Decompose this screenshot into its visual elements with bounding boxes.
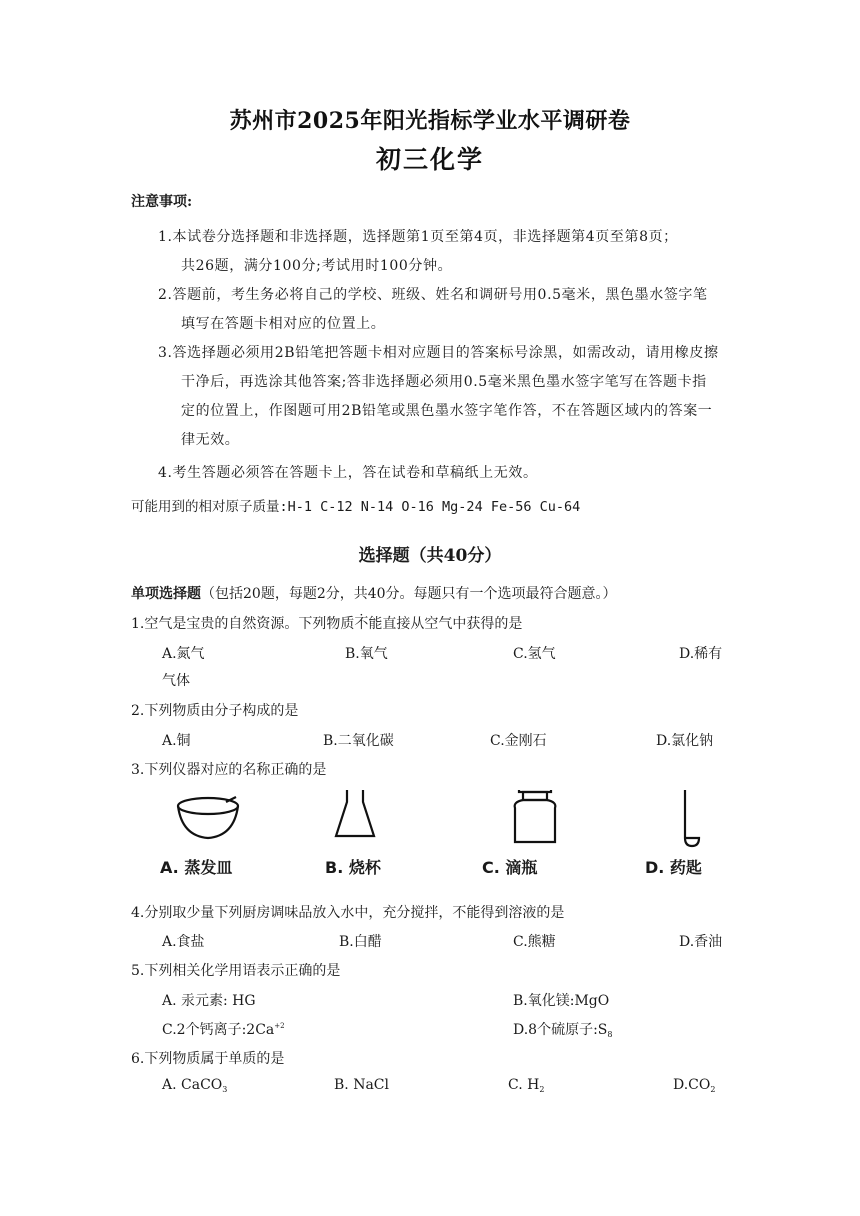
question-5-stem: 5.下列相关化学用语表示正确的是 — [131, 963, 341, 979]
q1-option-d-wrap: 气体 — [162, 673, 190, 689]
q6-option-c[interactable] — [508, 1077, 544, 1094]
q5-option-c[interactable] — [162, 1019, 285, 1039]
q5-option-c-text: C.2个钙离子:2Ca — [162, 1022, 275, 1038]
q4-option-a[interactable]: A.食盐 — [162, 934, 205, 950]
q3-apparatus-figures — [170, 790, 730, 850]
note-2a: 2.答题前，考生务必将自己的学校、班级、姓名和调研号用0.5毫米，黑色墨水签字笔 — [158, 287, 708, 303]
q1-option-a[interactable]: A.氮气 — [162, 646, 205, 662]
q6-option-a[interactable] — [162, 1077, 227, 1094]
q5-option-d-subscript: 8 — [607, 1030, 613, 1039]
note-3c: 定的位置上，作图题可用2B铅笔或黑色墨水签字笔作答，不在答题区域内的答案一 — [181, 403, 713, 419]
question-6-stem: 6.下列物质属于单质的是 — [131, 1051, 285, 1067]
q3-option-d[interactable]: D. 药匙 — [645, 858, 702, 877]
question-3-stem: 3.下列仪器对应的名称正确的是 — [131, 762, 327, 778]
question-4-stem: 4.分别取少量下列厨房调味品放入水中，充分搅拌，不能得到溶液的是 — [131, 905, 565, 921]
q1-option-d[interactable]: D.稀有 — [679, 646, 723, 662]
q3-option-a[interactable]: A. 蒸发皿 — [160, 858, 233, 877]
notes-heading: 注意事项: — [131, 194, 193, 210]
q4-option-d[interactable]: D.香油 — [679, 934, 723, 950]
conical-flask-icon — [336, 790, 374, 836]
q6-option-c-subscript: 2 — [539, 1085, 545, 1094]
q5-option-c-charge: +2 — [274, 1022, 285, 1030]
note-3a: 3.答选择题必须用2B铅笔把答题卡相对应题目的答案标号涂黑，如需改动，请用橡皮擦 — [158, 345, 719, 361]
dropper-bottle-icon — [515, 790, 556, 842]
q1-stem-part-b: 能直接从空气中获得的是 — [368, 616, 523, 632]
q1-option-b[interactable]: B.氧气 — [345, 646, 388, 662]
paper-subject: 初三化学 — [375, 145, 484, 174]
q5-option-d-text: D.8个硫原子:S — [513, 1022, 608, 1038]
note-1b: 共26题，满分100分;考试用时100分钟。 — [181, 258, 453, 274]
q6-option-a-text: A. CaCO — [162, 1077, 223, 1093]
q6-option-a-subscript: 3 — [222, 1085, 228, 1094]
q4-option-c[interactable]: C.熊糖 — [513, 934, 556, 950]
note-3b: 干净后，再选涂其他答案;答非选择题必须用0.5毫米黑色墨水签字笔写在答题卡指 — [181, 374, 707, 390]
q3-option-c[interactable]: C. 滴瓶 — [482, 858, 538, 877]
evaporating-dish-icon — [178, 797, 238, 838]
q5-option-a[interactable]: A. 汞元素: HG — [162, 993, 256, 1009]
section-title: 选择题（共40分） — [358, 546, 502, 566]
section-intro-bold: 单项选择题 — [131, 586, 201, 602]
q1-option-c[interactable]: C.氢气 — [513, 646, 556, 662]
note-1a: 1.本试卷分选择题和非选择题，选择题第1页至第4页，非选择题第4页至第8页； — [158, 229, 678, 245]
q5-option-d[interactable] — [513, 1019, 612, 1039]
spatula-icon — [685, 790, 699, 846]
atomic-masses: 可能用到的相对原子质量:H-1 C-12 N-14 O-16 Mg-24 Fe-56 Cu-64 — [131, 499, 581, 515]
q4-option-b[interactable]: B.白醋 — [339, 934, 382, 950]
q2-option-c[interactable]: C.金刚石 — [490, 733, 547, 749]
q6-option-b[interactable]: B. NaCl — [334, 1077, 389, 1093]
q2-option-d[interactable]: D.氯化钠 — [656, 733, 714, 749]
paper-title: 苏州市2025年阳光指标学业水平调研卷 — [229, 108, 631, 134]
note-2b: 填写在答题卡相对应的位置上。 — [181, 316, 386, 332]
q2-option-b[interactable]: B.二氧化碳 — [323, 733, 394, 749]
q6-option-d-text: D.CO — [673, 1077, 711, 1093]
q6-option-d-subscript: 2 — [710, 1085, 716, 1094]
q6-option-d[interactable] — [673, 1077, 715, 1094]
q2-option-a[interactable]: A.铜 — [162, 733, 191, 749]
question-2-stem: 2.下列物质由分子构成的是 — [131, 703, 299, 719]
note-4: 4.考生答题必须答在答题卡上，答在试卷和草稿纸上无效。 — [158, 465, 538, 481]
q1-stem-part-a: 1.空气是宝贵的自然资源。下列物质 — [131, 616, 355, 632]
q5-option-b[interactable]: B.氧化镁:MgO — [513, 993, 610, 1009]
q1-stem-emphasis: 不 — [354, 616, 369, 632]
q3-option-b[interactable]: B. 烧杯 — [325, 858, 381, 877]
section-intro — [131, 583, 617, 603]
section-intro-rest: （包括20题，每题2分，共40分。每题只有一个选项最符合题意。） — [201, 586, 617, 602]
q6-option-c-text: C. H — [508, 1077, 540, 1093]
note-3d: 律无效。 — [181, 432, 240, 448]
question-1-stem — [131, 613, 522, 633]
